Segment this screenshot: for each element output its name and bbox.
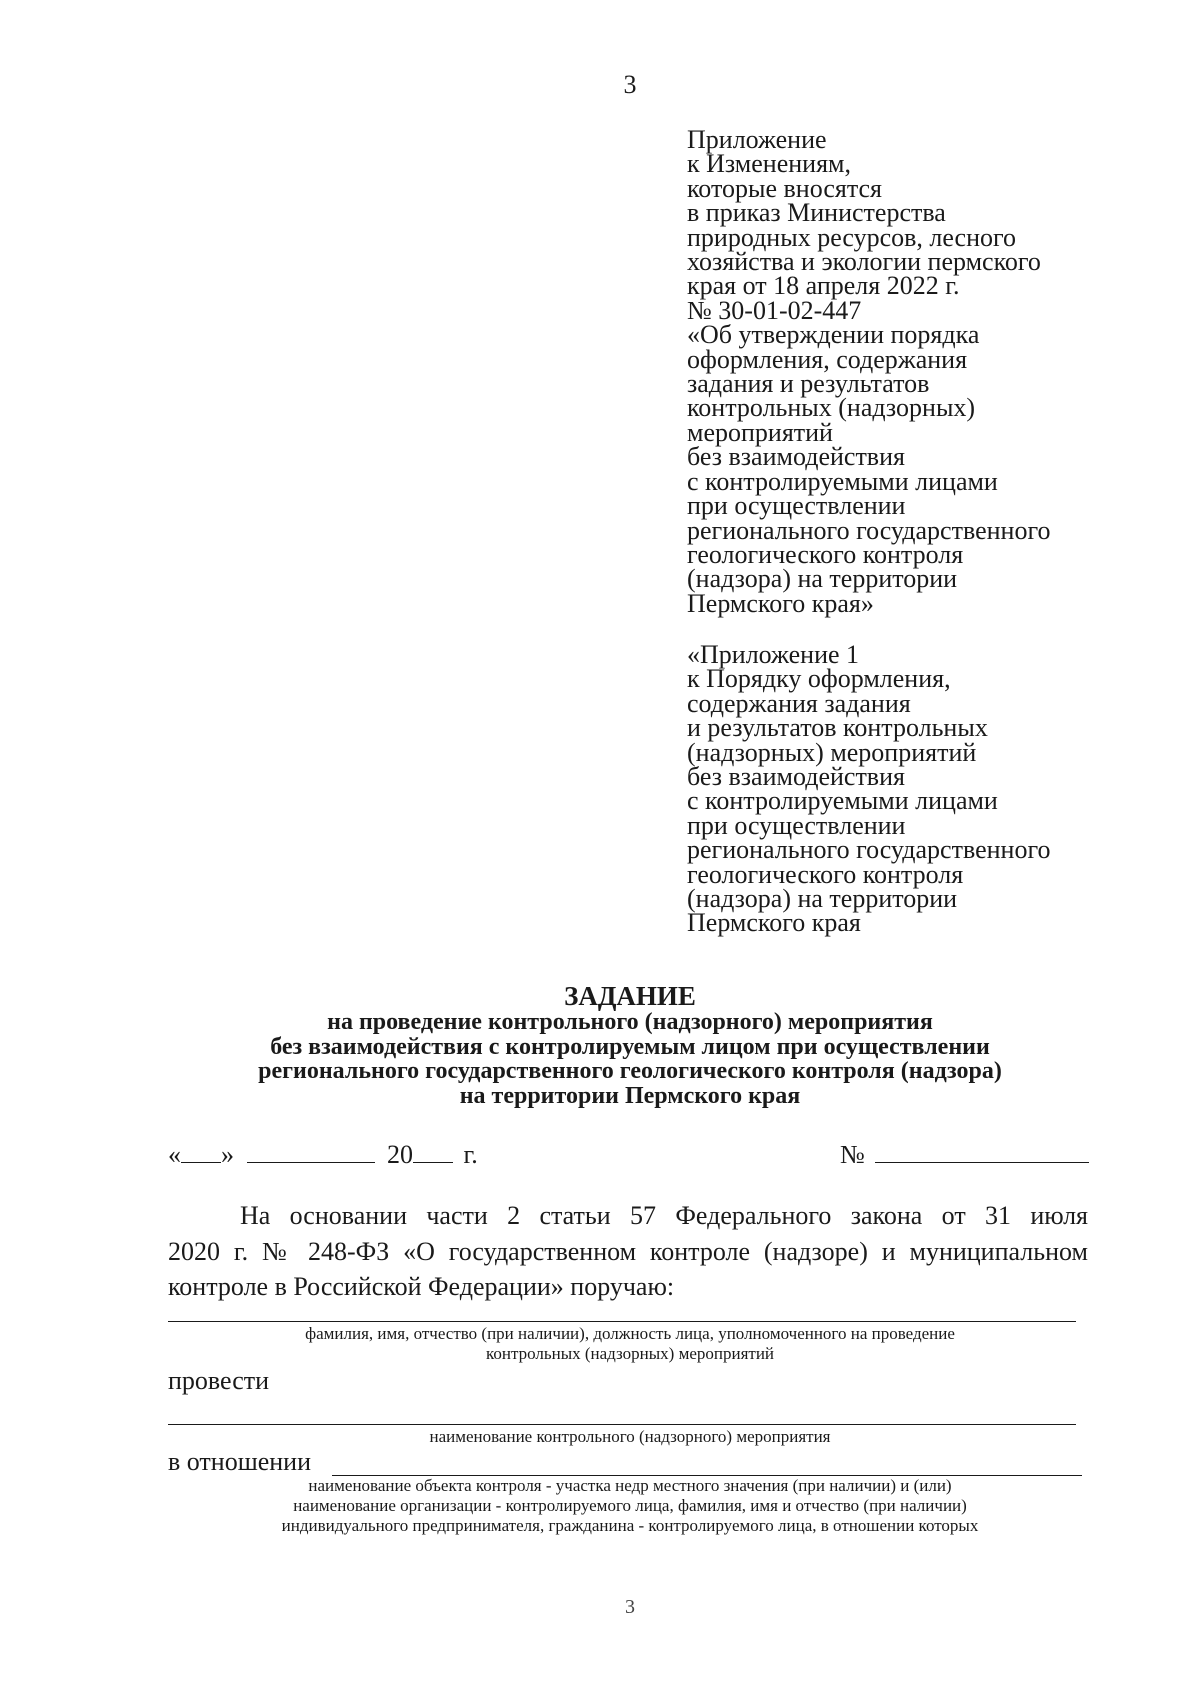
caption-line: контрольных (надзорных) мероприятий [485,1344,775,1363]
paragraph-line: 2020 г. № 248-ФЗ «О государственном контроле (надзоре) и муниципальном [168,1236,1088,1266]
appendix-line: хозяйства и экологии пермского [687,247,1041,277]
appendix-line: природных ресурсов, лесного [687,222,1017,252]
appendix1-line: и результатов контрольных [687,713,988,743]
paragraph-line: контроле в Российской Федерации» поручаю: [168,1272,675,1301]
appendix-line: мероприятий [687,417,833,447]
object-caption [150,1476,1110,1536]
title-line: регионального государственного геологического контроля (надзора) [258,1058,1002,1084]
footer-mark: 3 [625,1596,635,1618]
number-field [840,1138,1089,1170]
day-blank[interactable] [181,1138,221,1163]
appendix-line: контрольных (надзорных) [687,393,976,423]
title-line: без взаимодействия с контролируемым лицом при осуществлении [270,1033,990,1060]
date-field [168,1138,478,1170]
appendix1-line: (надзора) на территории [687,884,958,914]
paragraph-line: На основании части 2 статьи 57 Федерального закона от 31 июля [240,1201,1088,1230]
regarding-label: в отношении [168,1447,312,1476]
appendix1-header-block [687,640,1107,938]
document-title [150,982,1110,1108]
appendix1-line: регионального государственного [687,835,1051,865]
appendix-line: при осуществлении [687,491,906,521]
person-caption [150,1324,1110,1364]
year-suffix: г. [463,1140,478,1169]
title-line: на территории Пермского края [459,1082,801,1109]
event-fill-line[interactable] [168,1424,1076,1425]
appendix1-line: Пермского края [687,908,861,938]
appendix-line: без взаимодействия [687,442,905,472]
caption-line: наименование контрольного (надзорного) мероприятия [429,1427,831,1446]
appendix-line: которые вносятся [687,173,883,203]
appendix-line: «Об утверждении порядка [687,320,980,350]
appendix1-line: (надзорных) мероприятий [687,737,977,767]
open-quote: « [168,1140,181,1169]
appendix-line: (надзора) на территории [687,564,958,594]
event-caption [150,1427,1110,1447]
appendix-line: в приказ Министерства [687,198,946,228]
appendix1-line: геологического контроля [687,859,964,889]
year-prefix: 20 [387,1140,413,1169]
appendix-line: Приложение [687,125,827,154]
page-number: 3 [623,70,637,99]
appendix-line: задания и результатов [687,369,930,399]
appendix-line: с контролируемыми лицами [687,466,998,496]
year-blank[interactable] [413,1138,453,1163]
close-quote: » [221,1140,234,1169]
appendix-line: № 30-01-02-447 [687,295,862,325]
basis-paragraph [168,1198,1088,1305]
appendix-line: геологического контроля [687,539,964,569]
title-line: на проведение контрольного (надзорного) мероприятия [327,1009,933,1035]
caption-line: наименование организации - контролируемого лица, фамилия, имя и отчество (при наличии) [293,1496,967,1515]
caption-line: фамилия, имя, отчество (при наличии), должность лица, уполномоченного на проведение [305,1324,955,1343]
appendix-header-block [687,125,1107,618]
appendix-line: края от 18 апреля 2022 г. [687,271,960,301]
appendix1-line: содержания задания [687,688,911,718]
appendix1-line: с контролируемыми лицами [687,786,998,816]
title-main: ЗАДАНИЕ [564,981,696,1011]
appendix1-line: при осуществлении [687,810,906,840]
appendix1-line: к Порядку оформления, [687,664,951,694]
caption-line: наименование объекта контроля - участка недр местного значения (при наличии) и (или) [308,1476,952,1495]
conduct-label: провести [168,1366,270,1395]
caption-line: индивидуального предпринимателя, гражданина - контролируемого лица, в отношении которых [281,1516,979,1535]
month-blank[interactable] [247,1138,375,1163]
person-fill-line[interactable] [168,1321,1076,1322]
appendix1-line: без взаимодействия [687,762,905,792]
appendix1-line: «Приложение 1 [687,640,860,669]
date-number-row [168,1138,1088,1172]
number-sign: № [840,1140,865,1169]
appendix-line: регионального государственного [687,515,1051,545]
appendix-line: оформления, содержания [687,344,968,374]
number-blank[interactable] [875,1138,1089,1163]
appendix-line: к Изменениям, [687,149,851,179]
appendix-line: Пермского края» [687,588,874,618]
